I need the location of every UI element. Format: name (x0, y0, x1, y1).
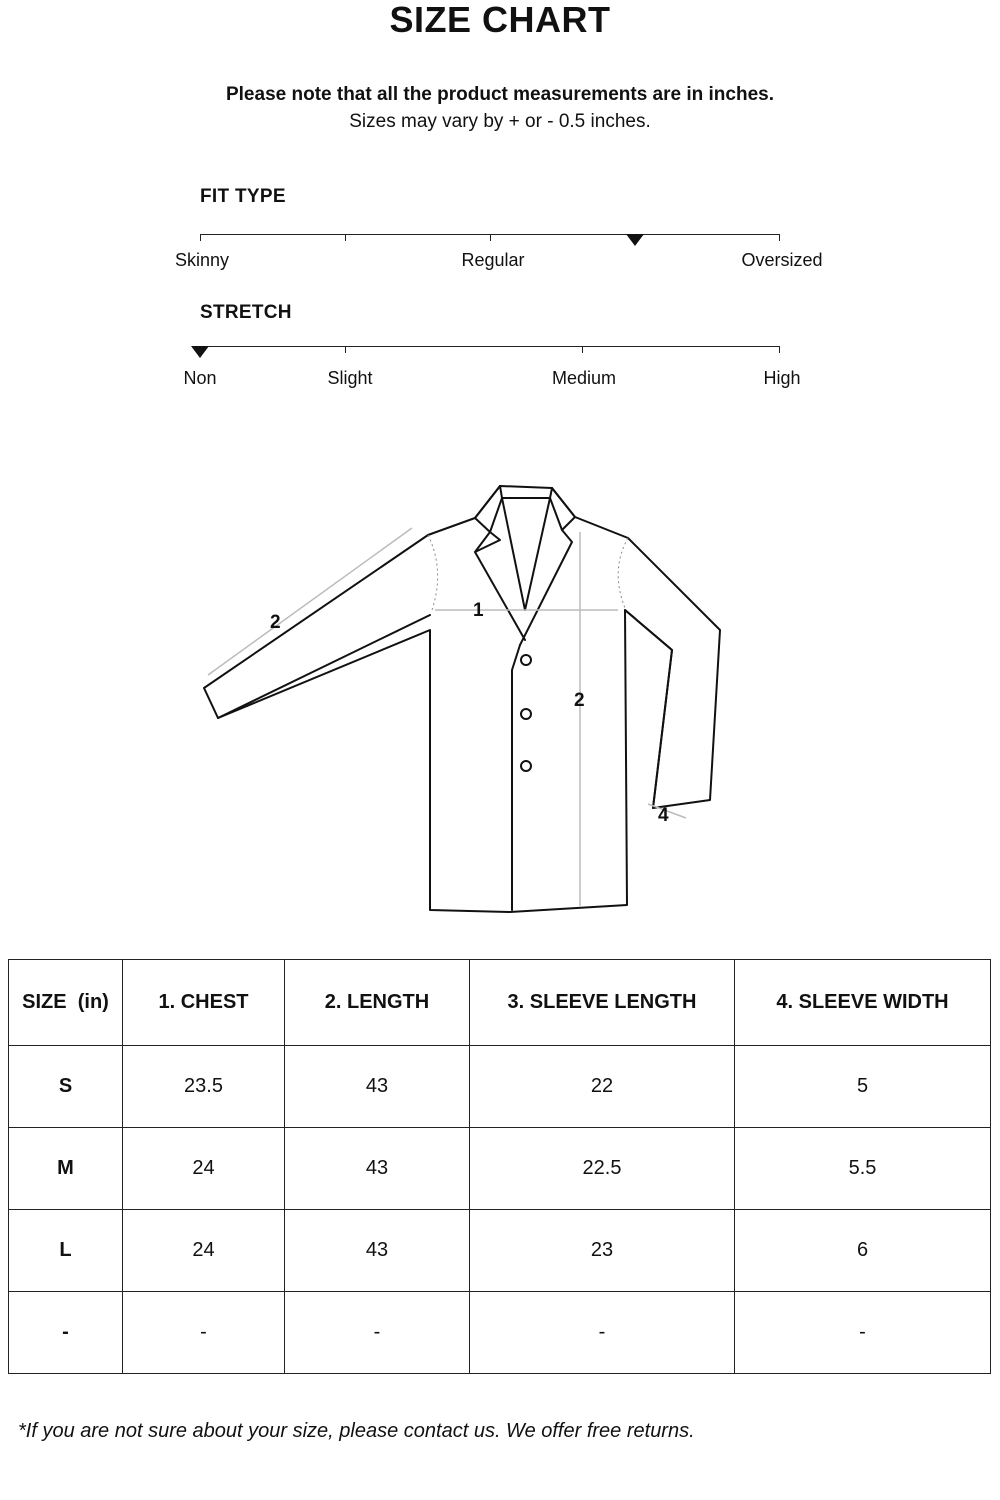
header-size: SIZE (in) (9, 960, 123, 1046)
sleeve-width-cell: 5.5 (735, 1128, 991, 1210)
table-row (9, 1210, 991, 1292)
fit-type-label-regular: Regular (461, 250, 525, 270)
fit-type-title: FIT TYPE (200, 186, 286, 207)
button (521, 709, 531, 719)
sleeve-length-arrow (208, 528, 412, 675)
diagram-label-sleeve-length: 2 (270, 612, 281, 633)
table-row (9, 1292, 991, 1374)
jacket-diagram (190, 470, 750, 930)
stretch-label-high: High (763, 368, 801, 388)
sleeve-length-cell: 22.5 (470, 1128, 735, 1210)
header-sleeve-width: 4. SLEEVE WIDTH (735, 960, 991, 1046)
length-cell: - (285, 1292, 470, 1374)
jacket-front-edge (512, 645, 520, 910)
stretch-title: STRETCH (200, 302, 292, 323)
stretch-tick (582, 346, 583, 353)
size-table (8, 959, 991, 1374)
button (521, 655, 531, 665)
header-sleeve-length: 3. SLEEVE LENGTH (470, 960, 735, 1046)
variance-note: Sizes may vary by + or - 0.5 inches. (349, 111, 651, 132)
diagram-label-length: 2 (574, 690, 585, 711)
stretch-label-non: Non (183, 368, 217, 388)
page-title: SIZE CHART (389, 0, 611, 40)
sleeve-width-cell: - (735, 1292, 991, 1374)
diagram-label-sleeve-width: 4 (658, 805, 669, 826)
length-cell: 43 (285, 1046, 470, 1128)
jacket-body-outline (204, 486, 720, 912)
fit-type-tick (200, 234, 201, 241)
header-length: 2. LENGTH (285, 960, 470, 1046)
size-cell: L (9, 1210, 123, 1292)
chest-cell: 24 (123, 1210, 285, 1292)
table-header-row (9, 960, 991, 1046)
size-cell: S (9, 1046, 123, 1128)
table-row (9, 1046, 991, 1128)
sleeve-length-cell: 23 (470, 1210, 735, 1292)
stretch-tick (779, 346, 780, 353)
length-cell: 43 (285, 1210, 470, 1292)
fit-type-tick (779, 234, 780, 241)
size-cell: M (9, 1128, 123, 1210)
sleeve-width-cell: 5 (735, 1046, 991, 1128)
measurement-note: Please note that all the product measurements are in inches. (225, 84, 774, 105)
fit-type-tick (490, 234, 491, 241)
sleeve-width-cell: 6 (735, 1210, 991, 1292)
length-cell: 43 (285, 1128, 470, 1210)
chest-cell: 23.5 (123, 1046, 285, 1128)
header-chest: 1. CHEST (123, 960, 285, 1046)
stretch-label-slight: Slight (327, 368, 373, 388)
jacket-lapel-right (520, 530, 572, 645)
fit-type-label-skinny: Skinny (174, 250, 230, 270)
diagram-label-chest: 1 (473, 600, 484, 621)
stretch-tick (345, 346, 346, 353)
table-row (9, 1128, 991, 1210)
size-cell: - (9, 1292, 123, 1374)
sleeve-length-cell: - (470, 1292, 735, 1374)
sleeve-length-cell: 22 (470, 1046, 735, 1128)
stretch-line (200, 346, 780, 347)
button (521, 761, 531, 771)
fit-type-label-oversized: Oversized (741, 250, 823, 270)
stretch-marker (191, 346, 209, 358)
footer-note: *If you are not sure about your size, please contact us. We offer free returns. (18, 1420, 695, 1442)
chest-cell: 24 (123, 1128, 285, 1210)
chest-cell: - (123, 1292, 285, 1374)
fit-type-tick (345, 234, 346, 241)
stretch-label-medium: Medium (551, 368, 617, 388)
fit-type-marker (626, 234, 644, 246)
